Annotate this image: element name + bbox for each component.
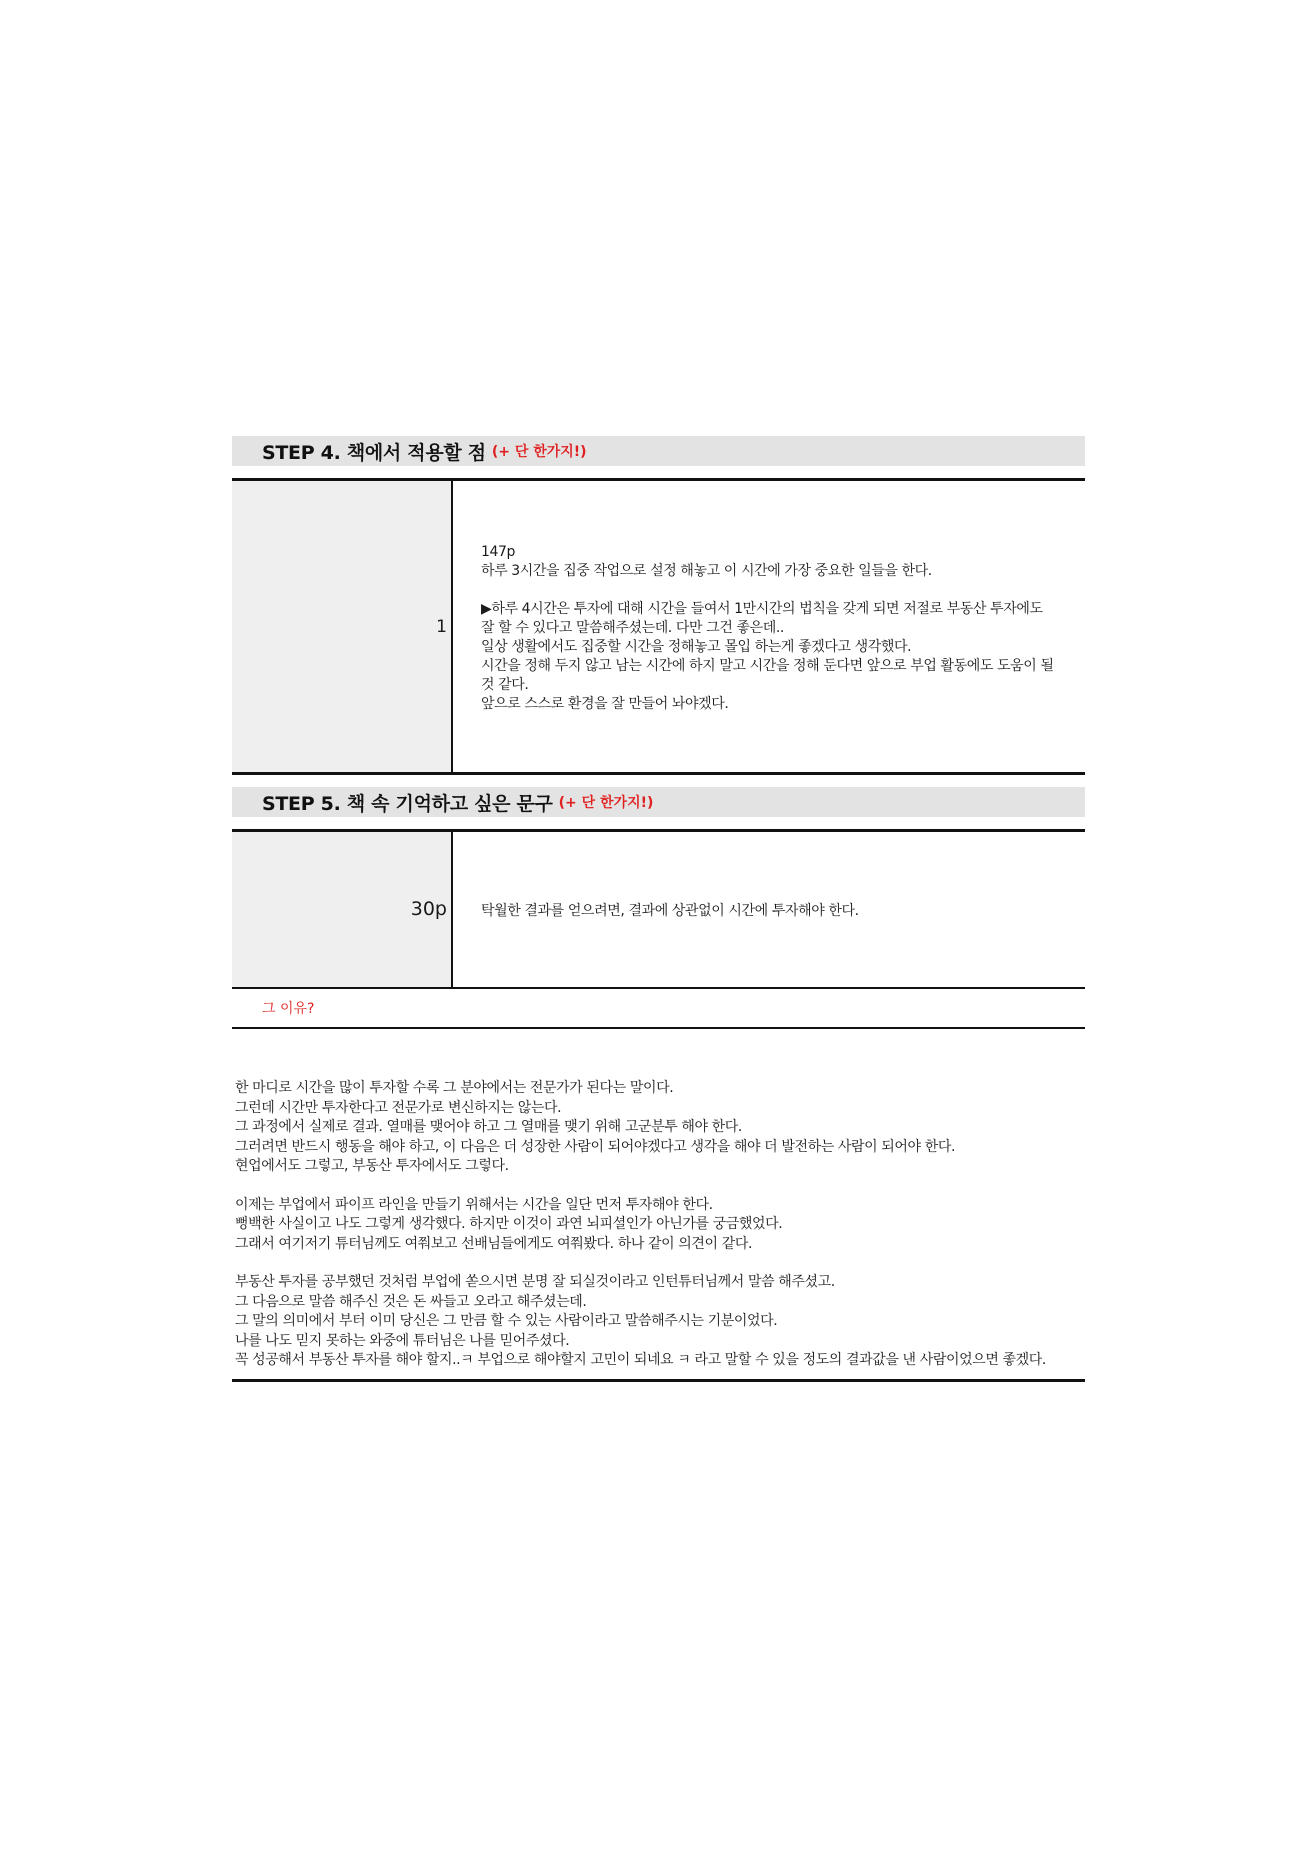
step4-content (453, 481, 1085, 772)
reason-line-gap (235, 1177, 1085, 1196)
step5-title: STEP 5. 책 속 기억하고 싶은 문구 (262, 792, 553, 815)
step5-note: (+ 단 한가지!) (558, 795, 654, 811)
step4-line: 잘 할 수 있다고 말씀해주셨는데. 다만 그건 좋은데.. (481, 620, 784, 636)
worksheet (232, 436, 1085, 1382)
reason-line: 그래서 여기저기 튜터님께도 여쭤보고 선배님들에게도 여쭤봤다. 하나 같이 의견이 같다. (235, 1235, 753, 1252)
step5-header (232, 787, 1085, 817)
step4-line: 앞으로 스스로 환경을 잘 만들어 놔야겠다. (481, 696, 729, 712)
step4-title: STEP 4. 책에서 적용할 점 (262, 441, 486, 464)
reason-line: 그 과정에서 실제로 결과. 열매를 맺어야 하고 그 열매를 맺기 위해 고군분투 해야 한다. (235, 1119, 742, 1135)
reason-header (232, 989, 1085, 1027)
step4-line: 것 같다. (481, 677, 529, 693)
final-rule (232, 1379, 1085, 1382)
reason-line: 그 말의 의미에서 부터 이미 당신은 그 만큼 할 수 있는 사람이라고 말씀해주시는 기분이었다. (235, 1313, 778, 1329)
reason-line: 현업에서도 그렇고, 부동산 투자에서도 그렇다. (235, 1158, 509, 1174)
step5-quote: 탁월한 결과를 얻으려면, 결과에 상관없이 시간에 투자해야 한다. (481, 902, 859, 919)
reason-line: 이제는 부업에서 파이프 라인을 만들기 위해서는 시간을 일단 먼저 투자해야 한다. (235, 1196, 713, 1213)
step4-line: 시간을 정해 두지 않고 남는 시간에 하지 말고 시간을 정해 둔다면 앞으로 부업 활동에도 도움이 될 (481, 658, 1054, 674)
reason-line: 그러려면 반드시 행동을 해야 하고, 이 다음은 더 성장한 사람이 되어야겠다고 생각을 해야 더 발전하는 사람이 되어야 한다. (235, 1138, 956, 1155)
step4-line: 147p (481, 544, 516, 560)
step4-line-gap (481, 581, 1075, 600)
step4-line: ▶하루 4시간은 투자에 대해 시간을 들여서 1만시간의 법칙을 갖게 되면 저절로 부동산 투자에도 (481, 601, 1043, 617)
reason-text (232, 1029, 1085, 1379)
step4-header (232, 436, 1085, 466)
reason-line: 그 다음으로 말씀 해주신 것은 돈 싸들고 오라고 해주셨는데. (235, 1293, 587, 1310)
reason-line: 부동산 투자를 공부했던 것처럼 부업에 쏟으시면 분명 잘 되실것이라고 인턴튜터님께서 말씀 해주셨고. (235, 1274, 835, 1290)
reason-line: 나를 나도 믿지 못하는 와중에 튜터님은 나를 믿어주셨다. (235, 1332, 570, 1349)
reason-line-gap (235, 1254, 1085, 1273)
reason-line: 꼭 성공해서 부동산 투자를 해야 할지..ㅋ 부업으로 해야할지 고민이 되네요 ㅋ 라고 말할 수 있을 정도의 결과값을 낸 사람이었으면 좋겠다. (235, 1352, 1046, 1368)
reason-line: 한 마디로 시간을 많이 투자할 수록 그 분야에서는 전문가가 된다는 말이다. (235, 1080, 674, 1096)
reason-label: 그 이유? (262, 1001, 315, 1017)
step4-line: 일상 생활에서도 집중할 시간을 정해놓고 몰입 하는게 좋겠다고 생각했다. (481, 639, 912, 655)
reason-line: 그런데 시간만 투자한다고 전문가로 변신하지는 않는다. (235, 1099, 562, 1116)
reason-line: 뻥백한 사실이고 나도 그렇게 생각했다. 하지만 이것이 과연 뇌피셜인가 아닌가를 궁금했었다. (235, 1216, 783, 1232)
step4-row (232, 481, 1085, 772)
step4-note: (+ 단 한가지!) (491, 444, 587, 460)
step5-row-label: 30p (232, 832, 453, 987)
step4-row-label: 1 (232, 481, 453, 772)
step5-row (232, 832, 1085, 987)
step4-line: 하루 3시간을 집중 작업으로 설정 해놓고 이 시간에 가장 중요한 일들을 한다. (481, 563, 932, 579)
